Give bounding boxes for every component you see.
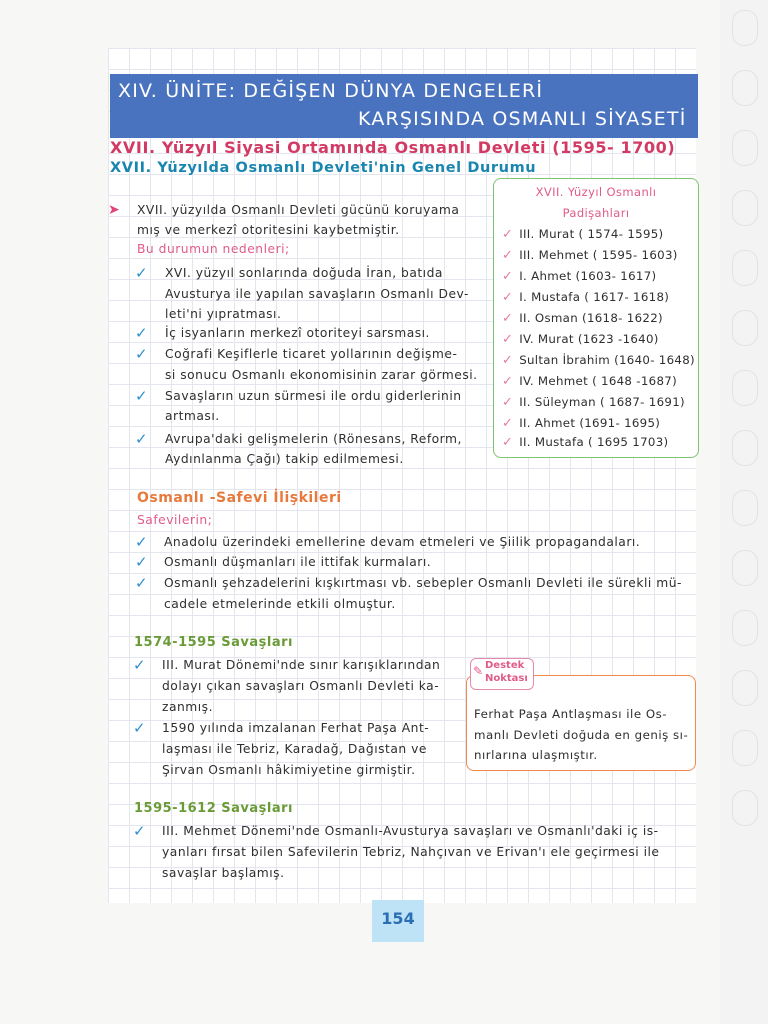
arrow-icon: ➤ (108, 202, 120, 218)
subsection-heading: XVII. Yüzyılda Osmanlı Devleti'nin Genel Durumu (110, 160, 537, 176)
wars2-line: yanları fırsat bilen Safevilerin Tebriz, Nahçıvan ve Erivan'ı ele geçirmesi ile (162, 845, 660, 859)
reason-line: Avrupa'daki gelişmelerin (Rönesans, Reform, (165, 432, 462, 446)
page-number: 154 (372, 900, 424, 942)
reason-line: XVI. yüzyıl sonlarında doğuda İran, batıda (165, 266, 443, 280)
pointing-figure-icon: ✎ (473, 664, 484, 678)
wars1-line: III. Murat Dönemi'nde sınır karışıklarından (162, 658, 441, 672)
check-icon: ✓ (135, 264, 148, 282)
reason-line: Aydınlanma Çağı) takip edilmemesi. (165, 452, 404, 466)
wars2-line: savaşlar başlamış. (162, 866, 285, 880)
sultan-item: III. Mehmet ( 1595- 1603) (519, 248, 678, 262)
check-icon: ✓ (502, 353, 514, 368)
sultan-item: I. Mustafa ( 1617- 1618) (519, 290, 670, 304)
check-icon: ✓ (502, 311, 514, 326)
sultan-item: Sultan İbrahim (1640- 1648) (519, 353, 695, 367)
sultan-item: IV. Murat (1623 -1640) (519, 332, 659, 346)
check-icon: ✓ (135, 345, 148, 363)
sultans-title: XVII. Yüzyıl Osmanlı (535, 185, 657, 199)
check-icon: ✓ (502, 332, 514, 347)
safevi-heading: Osmanlı -Safevi İlişkileri (137, 490, 342, 506)
sultan-item: I. Ahmet (1603- 1617) (519, 269, 657, 283)
check-icon: ✓ (502, 248, 514, 263)
safevi-item: Osmanlı şehzadelerini kışkırtması vb. sebepler Osmanlı Devleti ile sürekli mü- (164, 576, 682, 590)
wars1-line: 1590 yılında imzalanan Ferhat Paşa Ant- (162, 721, 430, 735)
check-icon: ✓ (502, 435, 514, 450)
wars1-line: Şirvan Osmanlı hâkimiyetine girmiştir. (162, 763, 416, 777)
safevi-item: Osmanlı düşmanları ile ittifak kurmaları. (164, 555, 432, 569)
check-icon: ✓ (502, 395, 514, 410)
reason-line: Coğrafi Keşiflerle ticaret yollarının değişme- (165, 347, 458, 361)
check-icon: ✓ (133, 656, 146, 674)
support-tag-line: Destek (485, 660, 525, 671)
support-tag-line: Noktası (485, 673, 528, 684)
reason-line: Avusturya ile yapılan savaşların Osmanlı Dev- (165, 287, 469, 301)
sultan-item: IV. Mehmet ( 1648 -1687) (519, 374, 677, 388)
sultan-item: II. Süleyman ( 1687- 1691) (519, 395, 685, 409)
unit-banner (110, 74, 698, 138)
reason-line: artması. (165, 409, 220, 423)
support-note-tag (470, 658, 534, 690)
reasons-label: Bu durumun nedenleri; (137, 242, 290, 256)
wars1-line: dolayı çıkan savaşları Osmanlı Devleti ka- (162, 679, 440, 693)
support-note-line: manlı Devleti doğuda en geniş sı- (474, 728, 689, 742)
sultan-item: II. Mustafa ( 1695 1703) (519, 435, 669, 449)
reason-line: İç isyanların merkezî otoriteyi sarsması. (165, 326, 430, 340)
check-icon: ✓ (135, 533, 148, 551)
wars1-heading: 1574-1595 Savaşları (134, 635, 293, 650)
sultan-item: II. Ahmet (1691- 1695) (519, 416, 661, 430)
banner-title-line1: XIV. ÜNİTE: DEĞİŞEN DÜNYA DENGELERİ (118, 80, 544, 102)
wars1-line: zanmış. (162, 700, 213, 714)
intro-line: mış ve merkezî otoritesini kaybetmiştir. (137, 223, 400, 237)
intro-line: XVII. yüzyılda Osmanlı Devleti gücünü koruyama (137, 203, 460, 217)
wars2-heading: 1595-1612 Savaşları (134, 801, 293, 816)
check-icon: ✓ (135, 430, 148, 448)
check-icon: ✓ (133, 719, 146, 737)
check-icon: ✓ (502, 269, 514, 284)
binder-strip (720, 0, 768, 1024)
check-icon: ✓ (502, 416, 514, 431)
reason-line: Savaşların uzun sürmesi ile ordu giderlerinin (165, 389, 462, 403)
sultan-item: III. Murat ( 1574- 1595) (519, 227, 664, 241)
check-icon: ✓ (502, 227, 514, 242)
reason-line: si sonucu Osmanlı ekonomisinin zarar görmesi. (165, 368, 478, 382)
sultan-item: II. Osman (1618- 1622) (519, 311, 663, 325)
sultans-box (493, 178, 699, 458)
check-icon: ✓ (135, 574, 148, 592)
reason-line: leti'ni yıpratması. (165, 307, 282, 321)
check-icon: ✓ (135, 387, 148, 405)
support-note-line: Ferhat Paşa Antlaşması ile Os- (474, 707, 668, 721)
safevi-item: Anadolu üzerindeki emellerine devam etmeleri ve Şiilik propagandaları. (164, 535, 641, 549)
check-icon: ✓ (502, 290, 514, 305)
check-icon: ✓ (135, 324, 148, 342)
support-note-line: nırlarına ulaşmıştır. (474, 748, 598, 762)
wars2-line: III. Mehmet Dönemi'nde Osmanlı-Avusturya savaşları ve Osmanlı'daki iç is- (162, 824, 659, 838)
safevi-label: Safevilerin; (137, 513, 213, 527)
banner-title-line2: KARŞISINDA OSMANLI SİYASETİ (358, 108, 687, 130)
safevi-item: cadele etmelerinde etkili olmuştur. (164, 597, 396, 611)
check-icon: ✓ (502, 374, 514, 389)
section-heading: XVII. Yüzyıl Siyasi Ortamında Osmanlı Devleti (1595- 1700) (110, 138, 676, 157)
check-icon: ✓ (135, 553, 148, 571)
check-icon: ✓ (133, 822, 146, 840)
sultans-title: Padişahları (562, 206, 630, 220)
wars1-line: laşması ile Tebriz, Karadağ, Dağıstan ve (162, 742, 427, 756)
